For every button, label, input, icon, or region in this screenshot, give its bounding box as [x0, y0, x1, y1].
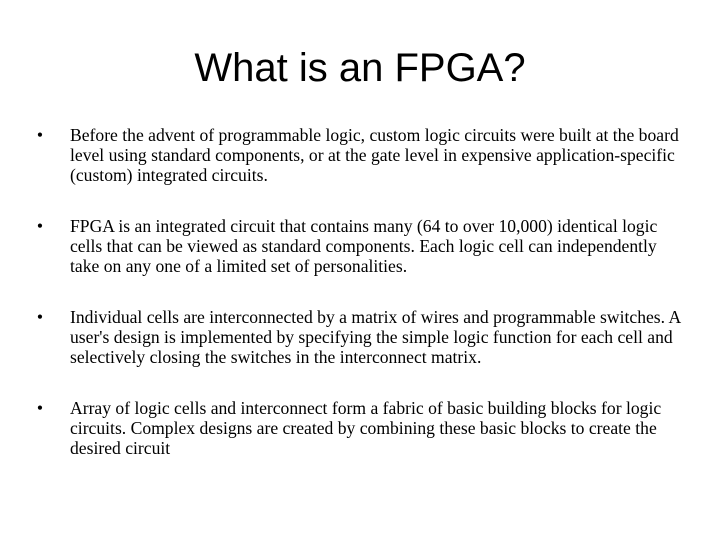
bullet-marker: •	[36, 307, 44, 327]
bullet-text: Individual cells are interconnected by a matrix of wires and programmable switches. A user's design is implemented by specifying the simple logic function for each cell and selectively closing the switches in the interconnect matrix.	[70, 307, 681, 367]
slide-title: What is an FPGA?	[194, 46, 526, 90]
bullet-marker: •	[36, 125, 44, 145]
bullet-item	[30, 125, 690, 185]
bullet-list	[30, 125, 690, 489]
bullet-item	[30, 398, 690, 458]
bullet-text: Before the advent of programmable logic, custom logic circuits were built at the board level using standard components, or at the gate level in expensive application-specific (custom) integrated circuits.	[70, 125, 679, 185]
bullet-marker: •	[36, 216, 44, 236]
bullet-text: Array of logic cells and interconnect form a fabric of basic building blocks for logic circuits. Complex designs are created by combining these basic blocks to create the desired circuit	[70, 398, 662, 458]
bullet-item	[30, 307, 690, 367]
bullet-item	[30, 216, 690, 276]
bullet-text: FPGA is an integrated circuit that contains many (64 to over 10,000) identical logic cells that can be viewed as standard components. Each logic cell can independently take on any one of a limited set of personalities.	[70, 216, 658, 276]
bullet-marker: •	[36, 398, 44, 418]
